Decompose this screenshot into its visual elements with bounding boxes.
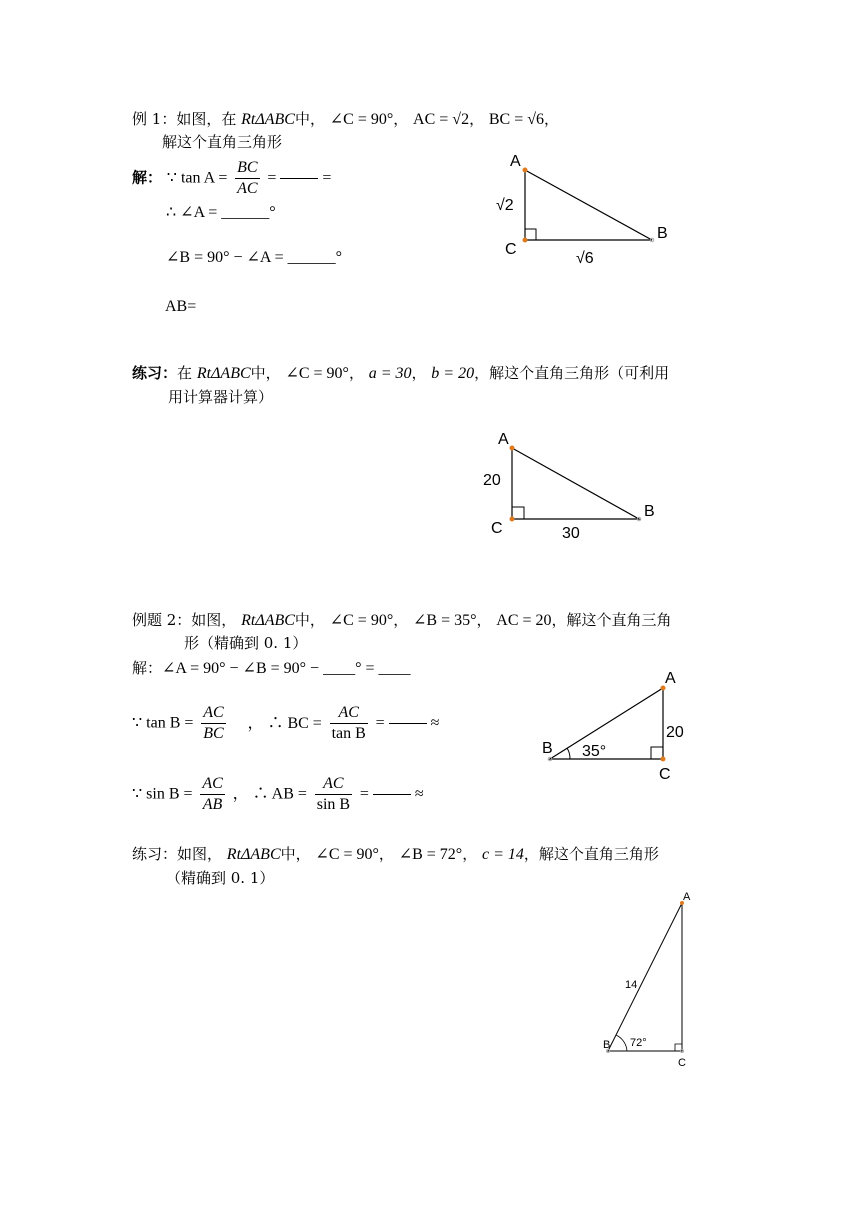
side-bc-label: √6 xyxy=(576,250,594,267)
pr1-line2: 用计算器计算） xyxy=(168,388,274,406)
vertex-a-label: A xyxy=(510,153,521,170)
pr2-triangle-figure xyxy=(595,885,705,1075)
angle-b-label: 35° xyxy=(582,743,607,760)
vertex-c-label: C xyxy=(678,1057,686,1069)
ex2-tan-line: ∵ tan B = $\frac{AC}{BC}$ ， ∴ BC = $\frac{AC}{\text{tan B}}$ = ≈ xyxy=(132,704,440,742)
vertex-b-label: B xyxy=(603,1039,611,1051)
vertex-a-label: A xyxy=(498,431,509,448)
vertex-b-label: B xyxy=(644,503,655,520)
vertex-dot xyxy=(510,517,515,522)
ex1-line1: 例 1：如图，在 RtΔABC中， ∠C = 90°， AC = √2， BC = √6， xyxy=(132,110,560,128)
vertex-dot xyxy=(510,446,515,451)
ex2-sin-blank xyxy=(373,794,411,795)
side-ac-label: 20 xyxy=(483,472,501,489)
ex2-tan-blank xyxy=(389,723,427,724)
vertex-dot xyxy=(661,757,666,762)
ex1-ab: AB= xyxy=(165,298,197,315)
ex1-solution-tan: 解： ∵ tan A = $\frac{BC}{AC}$ = = xyxy=(132,159,332,197)
pr2-line2: （精确到 0. 1） xyxy=(166,869,275,887)
pr1-line1: 练习：在 RtΔABC中， ∠C = 90°， a = 30， b = 20，解这个直角三角形（可利用 xyxy=(132,364,670,382)
vertex-c-label: C xyxy=(659,766,671,783)
ex2-solution-angle: 解：∠A = 90° − ∠B = 90° − ____° = ____ xyxy=(132,659,411,677)
ex1-fraction: $\frac{BC}{AC}$ xyxy=(237,159,258,197)
vertex-dot xyxy=(523,238,528,243)
ex2-line1: 例题 2：如图， RtΔABC中， ∠C = 90°， ∠B = 35°， AC = 20，解这个直角三角 xyxy=(132,611,672,629)
angle-b-label: 72° xyxy=(630,1037,647,1049)
vertex-dot xyxy=(523,168,528,173)
vertex-a-label: A xyxy=(665,670,676,687)
pr1-triangle-figure xyxy=(480,430,680,550)
ex2-line2: 形（精确到 0. 1） xyxy=(184,634,308,652)
ex1-line2: 解这个直角三角形 xyxy=(162,133,283,151)
side-ab-label: 14 xyxy=(625,979,638,991)
ex2-triangle-figure xyxy=(530,665,710,785)
vertex-a-label: A xyxy=(683,891,691,903)
ex1-angle-b: ∠B = 90° − ∠A = ______° xyxy=(166,249,343,266)
ex1-blank-line xyxy=(280,178,318,179)
side-ac-label: 20 xyxy=(666,724,684,741)
ex2-sin-line: ∵ sin B = $\frac{AC}{AB}$ ， ∴ AB = $\frac{AC}{\text{sin B}}$ = ≈ xyxy=(132,775,424,813)
vertex-c-label: C xyxy=(491,520,503,537)
vertex-c-label: C xyxy=(505,241,517,258)
ex1-therefore-a: ∴ ∠A = ______° xyxy=(166,204,276,221)
side-bc-label: 30 xyxy=(562,525,580,542)
pr2-line1: 练习：如图， RtΔABC中， ∠C = 90°， ∠B = 72°， c = 14，解这个直角三角形 xyxy=(132,845,659,863)
ex1-triangle-figure xyxy=(490,150,690,270)
vertex-b-label: B xyxy=(542,740,553,757)
side-ac-label: √2 xyxy=(496,197,514,214)
vertex-b-label: B xyxy=(657,225,668,242)
